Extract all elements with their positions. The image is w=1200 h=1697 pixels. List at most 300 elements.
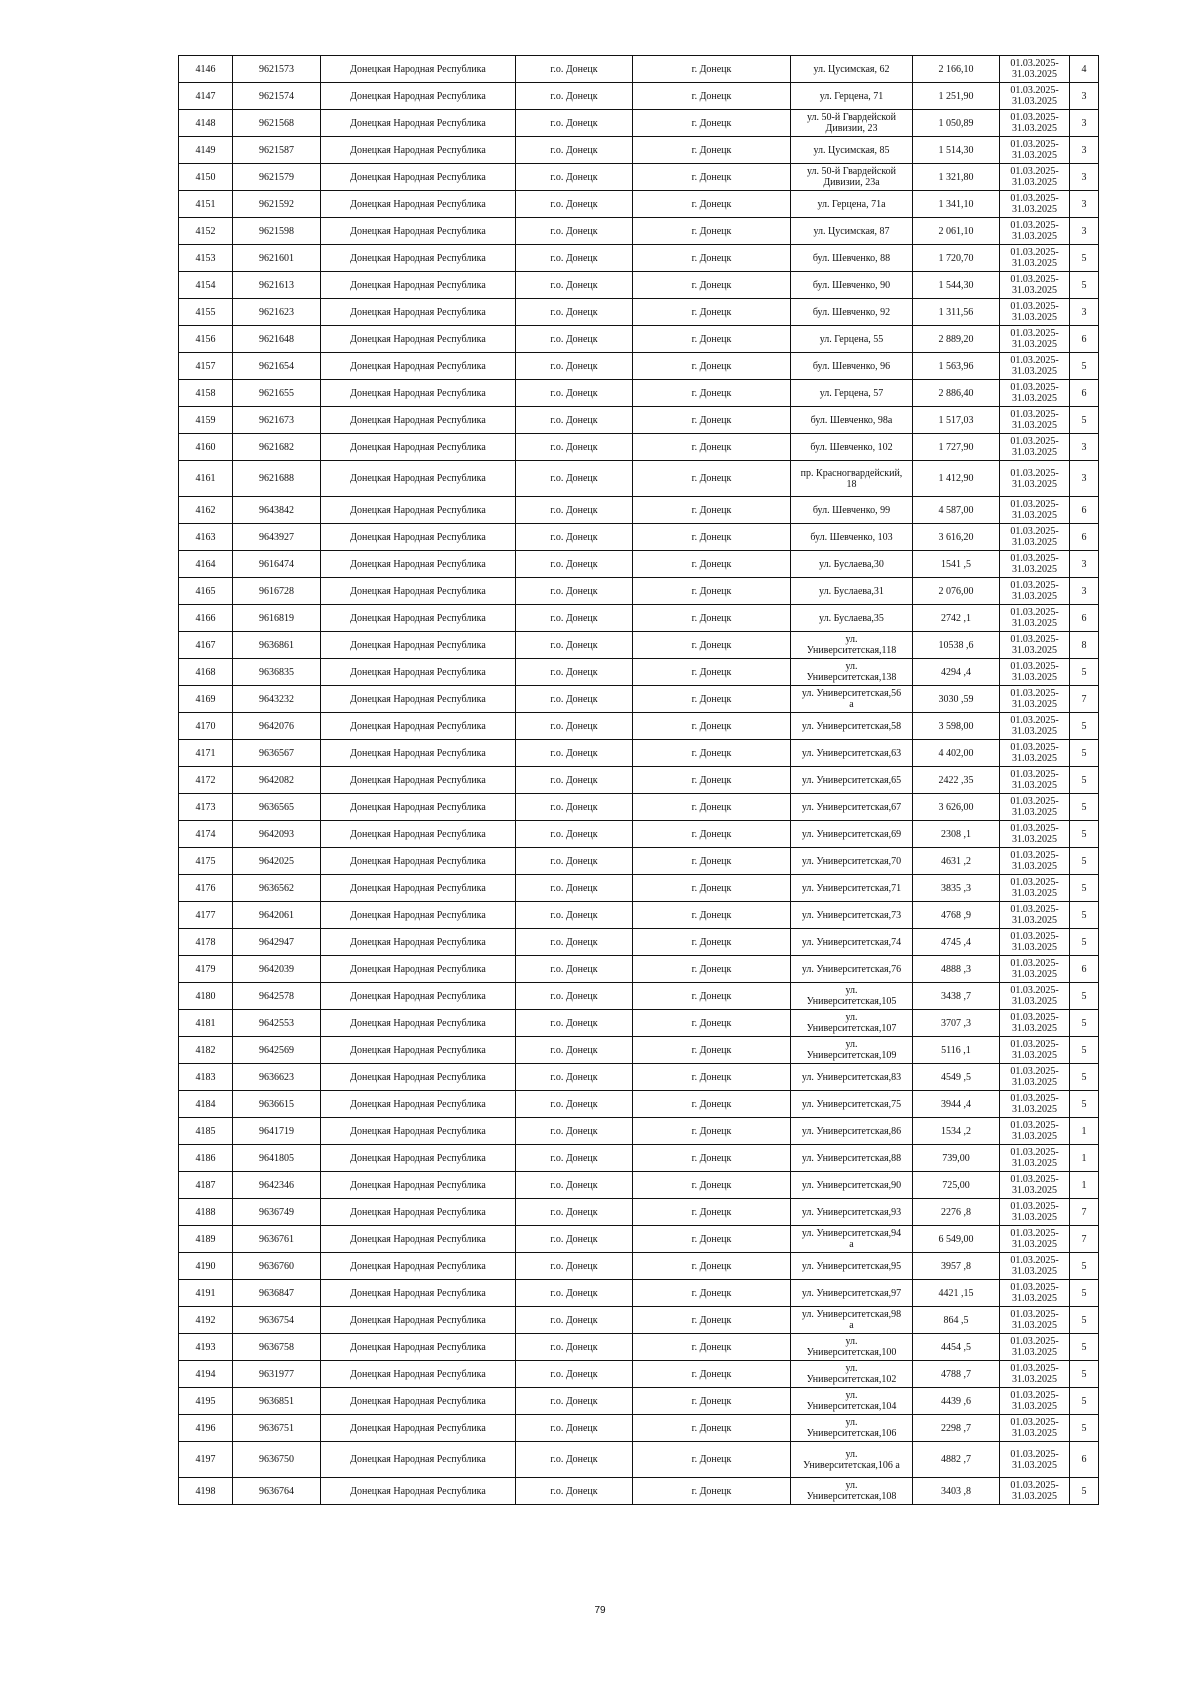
period-cell: 01.03.2025- 31.03.2025 bbox=[1000, 848, 1070, 875]
object-id-cell: 9636847 bbox=[233, 1280, 321, 1307]
area-value-cell: 4549 ,5 bbox=[913, 1064, 1000, 1091]
district-name-cell: г.о. Донецк bbox=[516, 299, 633, 326]
period-cell: 01.03.2025- 31.03.2025 bbox=[1000, 1334, 1070, 1361]
object-id-cell: 9642076 bbox=[233, 713, 321, 740]
object-id-cell: 9621648 bbox=[233, 326, 321, 353]
city-name-cell: г. Донецк bbox=[633, 1442, 791, 1478]
object-id-cell: 9636835 bbox=[233, 659, 321, 686]
object-id-cell: 9636623 bbox=[233, 1064, 321, 1091]
city-name-cell: г. Донецк bbox=[633, 740, 791, 767]
period-cell: 01.03.2025- 31.03.2025 bbox=[1000, 956, 1070, 983]
city-name-cell: г. Донецк bbox=[633, 1010, 791, 1037]
table-row bbox=[179, 632, 1099, 659]
table-row bbox=[179, 1145, 1099, 1172]
district-name-cell: г.о. Донецк bbox=[516, 326, 633, 353]
table-row bbox=[179, 1064, 1099, 1091]
object-id-cell: 9643232 bbox=[233, 686, 321, 713]
object-id-cell: 9642569 bbox=[233, 1037, 321, 1064]
count-value-cell: 5 bbox=[1070, 902, 1099, 929]
period-cell: 01.03.2025- 31.03.2025 bbox=[1000, 1361, 1070, 1388]
address-cell: ул. Университетская,73 bbox=[791, 902, 913, 929]
area-value-cell: 4294 ,4 bbox=[913, 659, 1000, 686]
table-row bbox=[179, 1307, 1099, 1334]
table-row bbox=[179, 1361, 1099, 1388]
city-name-cell: г. Донецк bbox=[633, 56, 791, 83]
page-number: 79 bbox=[594, 1605, 606, 1616]
district-name-cell: г.о. Донецк bbox=[516, 1415, 633, 1442]
region-name-cell: Донецкая Народная Республика bbox=[321, 56, 516, 83]
region-name-cell: Донецкая Народная Республика bbox=[321, 380, 516, 407]
district-name-cell: г.о. Донецк bbox=[516, 164, 633, 191]
row-number-cell: 4189 bbox=[179, 1226, 233, 1253]
period-cell: 01.03.2025- 31.03.2025 bbox=[1000, 461, 1070, 497]
row-number-cell: 4151 bbox=[179, 191, 233, 218]
count-value-cell: 3 bbox=[1070, 551, 1099, 578]
region-name-cell: Донецкая Народная Республика bbox=[321, 1478, 516, 1505]
region-name-cell: Донецкая Народная Республика bbox=[321, 821, 516, 848]
count-value-cell: 7 bbox=[1070, 686, 1099, 713]
district-name-cell: г.о. Донецк bbox=[516, 1010, 633, 1037]
area-value-cell: 1534 ,2 bbox=[913, 1118, 1000, 1145]
area-value-cell: 6 549,00 bbox=[913, 1226, 1000, 1253]
table-row bbox=[179, 461, 1099, 497]
address-cell: ул. Университетская,105 bbox=[791, 983, 913, 1010]
object-id-cell: 9636751 bbox=[233, 1415, 321, 1442]
address-cell: ул. Герцена, 57 bbox=[791, 380, 913, 407]
object-id-cell: 9621573 bbox=[233, 56, 321, 83]
district-name-cell: г.о. Донецк bbox=[516, 632, 633, 659]
region-name-cell: Донецкая Народная Республика bbox=[321, 1226, 516, 1253]
address-cell: ул. 50-й Гвардейской Дивизии, 23 bbox=[791, 110, 913, 137]
object-id-cell: 9621579 bbox=[233, 164, 321, 191]
count-value-cell: 5 bbox=[1070, 1388, 1099, 1415]
object-id-cell: 9621601 bbox=[233, 245, 321, 272]
count-value-cell: 5 bbox=[1070, 1091, 1099, 1118]
region-name-cell: Донецкая Народная Республика bbox=[321, 299, 516, 326]
row-number-cell: 4179 bbox=[179, 956, 233, 983]
row-number-cell: 4194 bbox=[179, 1361, 233, 1388]
district-name-cell: г.о. Донецк bbox=[516, 218, 633, 245]
district-name-cell: г.о. Донецк bbox=[516, 524, 633, 551]
city-name-cell: г. Донецк bbox=[633, 110, 791, 137]
area-value-cell: 1 563,96 bbox=[913, 353, 1000, 380]
region-name-cell: Донецкая Народная Республика bbox=[321, 1037, 516, 1064]
row-number-cell: 4169 bbox=[179, 686, 233, 713]
count-value-cell: 5 bbox=[1070, 713, 1099, 740]
object-id-cell: 9616474 bbox=[233, 551, 321, 578]
address-cell: ул. Университетская,69 bbox=[791, 821, 913, 848]
address-cell: бул. Шевченко, 88 bbox=[791, 245, 913, 272]
table-row bbox=[179, 497, 1099, 524]
area-value-cell: 4745 ,4 bbox=[913, 929, 1000, 956]
table-row bbox=[179, 551, 1099, 578]
region-name-cell: Донецкая Народная Республика bbox=[321, 1442, 516, 1478]
table-row bbox=[179, 1334, 1099, 1361]
table-row bbox=[179, 272, 1099, 299]
region-name-cell: Донецкая Народная Республика bbox=[321, 218, 516, 245]
city-name-cell: г. Донецк bbox=[633, 1253, 791, 1280]
region-name-cell: Донецкая Народная Республика bbox=[321, 497, 516, 524]
city-name-cell: г. Донецк bbox=[633, 245, 791, 272]
city-name-cell: г. Донецк bbox=[633, 1415, 791, 1442]
row-number-cell: 4170 bbox=[179, 713, 233, 740]
address-cell: ул. Университетская,86 bbox=[791, 1118, 913, 1145]
table-row bbox=[179, 83, 1099, 110]
count-value-cell: 3 bbox=[1070, 434, 1099, 461]
count-value-cell: 5 bbox=[1070, 794, 1099, 821]
address-cell: ул. Университетская,107 bbox=[791, 1010, 913, 1037]
period-cell: 01.03.2025- 31.03.2025 bbox=[1000, 686, 1070, 713]
count-value-cell: 5 bbox=[1070, 659, 1099, 686]
city-name-cell: г. Донецк bbox=[633, 875, 791, 902]
period-cell: 01.03.2025- 31.03.2025 bbox=[1000, 713, 1070, 740]
region-name-cell: Донецкая Народная Республика bbox=[321, 632, 516, 659]
row-number-cell: 4171 bbox=[179, 740, 233, 767]
table-row bbox=[179, 578, 1099, 605]
row-number-cell: 4182 bbox=[179, 1037, 233, 1064]
city-name-cell: г. Донецк bbox=[633, 1172, 791, 1199]
district-name-cell: г.о. Донецк bbox=[516, 380, 633, 407]
period-cell: 01.03.2025- 31.03.2025 bbox=[1000, 1199, 1070, 1226]
area-value-cell: 4439 ,6 bbox=[913, 1388, 1000, 1415]
city-name-cell: г. Донецк bbox=[633, 1388, 791, 1415]
area-value-cell: 2 889,20 bbox=[913, 326, 1000, 353]
address-cell: ул. Университетская,106 а bbox=[791, 1442, 913, 1478]
table-row bbox=[179, 524, 1099, 551]
count-value-cell: 5 bbox=[1070, 1334, 1099, 1361]
address-cell: ул. Университетская,74 bbox=[791, 929, 913, 956]
count-value-cell: 5 bbox=[1070, 983, 1099, 1010]
address-cell: ул. Университетская,67 bbox=[791, 794, 913, 821]
count-value-cell: 3 bbox=[1070, 83, 1099, 110]
table-row bbox=[179, 299, 1099, 326]
object-id-cell: 9621598 bbox=[233, 218, 321, 245]
city-name-cell: г. Донецк bbox=[633, 848, 791, 875]
region-name-cell: Донецкая Народная Республика bbox=[321, 659, 516, 686]
row-number-cell: 4183 bbox=[179, 1064, 233, 1091]
city-name-cell: г. Донецк bbox=[633, 632, 791, 659]
object-id-cell: 9643927 bbox=[233, 524, 321, 551]
object-id-cell: 9636764 bbox=[233, 1478, 321, 1505]
document-sheet bbox=[178, 55, 1098, 1505]
district-name-cell: г.о. Донецк bbox=[516, 902, 633, 929]
area-value-cell: 2 166,10 bbox=[913, 56, 1000, 83]
city-name-cell: г. Донецк bbox=[633, 821, 791, 848]
region-name-cell: Донецкая Народная Республика bbox=[321, 875, 516, 902]
row-number-cell: 4167 bbox=[179, 632, 233, 659]
row-number-cell: 4166 bbox=[179, 605, 233, 632]
table-row bbox=[179, 245, 1099, 272]
period-cell: 01.03.2025- 31.03.2025 bbox=[1000, 1091, 1070, 1118]
count-value-cell: 5 bbox=[1070, 1064, 1099, 1091]
region-name-cell: Донецкая Народная Республика bbox=[321, 767, 516, 794]
object-id-cell: 9636758 bbox=[233, 1334, 321, 1361]
district-name-cell: г.о. Донецк bbox=[516, 1334, 633, 1361]
address-cell: бул. Шевченко, 90 bbox=[791, 272, 913, 299]
area-value-cell: 4631 ,2 bbox=[913, 848, 1000, 875]
object-id-cell: 9636562 bbox=[233, 875, 321, 902]
city-name-cell: г. Донецк bbox=[633, 353, 791, 380]
count-value-cell: 6 bbox=[1070, 380, 1099, 407]
city-name-cell: г. Донецк bbox=[633, 1037, 791, 1064]
city-name-cell: г. Донецк bbox=[633, 191, 791, 218]
city-name-cell: г. Донецк bbox=[633, 929, 791, 956]
region-name-cell: Донецкая Народная Республика bbox=[321, 929, 516, 956]
period-cell: 01.03.2025- 31.03.2025 bbox=[1000, 434, 1070, 461]
period-cell: 01.03.2025- 31.03.2025 bbox=[1000, 578, 1070, 605]
region-name-cell: Донецкая Народная Республика bbox=[321, 1145, 516, 1172]
object-id-cell: 9642553 bbox=[233, 1010, 321, 1037]
table-row bbox=[179, 1442, 1099, 1478]
district-name-cell: г.о. Донецк bbox=[516, 578, 633, 605]
object-id-cell: 9636567 bbox=[233, 740, 321, 767]
region-name-cell: Донецкая Народная Республика bbox=[321, 524, 516, 551]
area-value-cell: 4788 ,7 bbox=[913, 1361, 1000, 1388]
period-cell: 01.03.2025- 31.03.2025 bbox=[1000, 380, 1070, 407]
district-name-cell: г.о. Донецк bbox=[516, 821, 633, 848]
district-name-cell: г.о. Донецк bbox=[516, 1478, 633, 1505]
district-name-cell: г.о. Донецк bbox=[516, 497, 633, 524]
period-cell: 01.03.2025- 31.03.2025 bbox=[1000, 632, 1070, 659]
row-number-cell: 4175 bbox=[179, 848, 233, 875]
address-cell: ул. Университетская,83 bbox=[791, 1064, 913, 1091]
count-value-cell: 5 bbox=[1070, 848, 1099, 875]
city-name-cell: г. Донецк bbox=[633, 956, 791, 983]
row-number-cell: 4191 bbox=[179, 1280, 233, 1307]
district-name-cell: г.о. Донецк bbox=[516, 659, 633, 686]
object-id-cell: 9642025 bbox=[233, 848, 321, 875]
period-cell: 01.03.2025- 31.03.2025 bbox=[1000, 902, 1070, 929]
district-name-cell: г.о. Донецк bbox=[516, 740, 633, 767]
area-value-cell: 5116 ,1 bbox=[913, 1037, 1000, 1064]
row-number-cell: 4198 bbox=[179, 1478, 233, 1505]
city-name-cell: г. Донецк bbox=[633, 1307, 791, 1334]
city-name-cell: г. Донецк bbox=[633, 902, 791, 929]
period-cell: 01.03.2025- 31.03.2025 bbox=[1000, 1064, 1070, 1091]
table-row bbox=[179, 1091, 1099, 1118]
row-number-cell: 4192 bbox=[179, 1307, 233, 1334]
row-number-cell: 4150 bbox=[179, 164, 233, 191]
count-value-cell: 5 bbox=[1070, 1010, 1099, 1037]
area-value-cell: 3438 ,7 bbox=[913, 983, 1000, 1010]
region-name-cell: Донецкая Народная Республика bbox=[321, 848, 516, 875]
area-value-cell: 2298 ,7 bbox=[913, 1415, 1000, 1442]
object-id-cell: 9631977 bbox=[233, 1361, 321, 1388]
count-value-cell: 5 bbox=[1070, 767, 1099, 794]
period-cell: 01.03.2025- 31.03.2025 bbox=[1000, 983, 1070, 1010]
district-name-cell: г.о. Донецк bbox=[516, 956, 633, 983]
table-row bbox=[179, 1037, 1099, 1064]
row-number-cell: 4168 bbox=[179, 659, 233, 686]
district-name-cell: г.о. Донецк bbox=[516, 686, 633, 713]
area-value-cell: 3030 ,59 bbox=[913, 686, 1000, 713]
count-value-cell: 5 bbox=[1070, 1253, 1099, 1280]
area-value-cell: 1 321,80 bbox=[913, 164, 1000, 191]
count-value-cell: 6 bbox=[1070, 524, 1099, 551]
district-name-cell: г.о. Донецк bbox=[516, 1118, 633, 1145]
region-name-cell: Донецкая Народная Республика bbox=[321, 191, 516, 218]
period-cell: 01.03.2025- 31.03.2025 bbox=[1000, 551, 1070, 578]
count-value-cell: 3 bbox=[1070, 299, 1099, 326]
count-value-cell: 1 bbox=[1070, 1145, 1099, 1172]
row-number-cell: 4174 bbox=[179, 821, 233, 848]
region-name-cell: Донецкая Народная Республика bbox=[321, 902, 516, 929]
period-cell: 01.03.2025- 31.03.2025 bbox=[1000, 875, 1070, 902]
period-cell: 01.03.2025- 31.03.2025 bbox=[1000, 794, 1070, 821]
region-name-cell: Донецкая Народная Республика bbox=[321, 1334, 516, 1361]
area-value-cell: 3403 ,8 bbox=[913, 1478, 1000, 1505]
area-value-cell: 4888 ,3 bbox=[913, 956, 1000, 983]
row-number-cell: 4149 bbox=[179, 137, 233, 164]
object-id-cell: 9621688 bbox=[233, 461, 321, 497]
period-cell: 01.03.2025- 31.03.2025 bbox=[1000, 1415, 1070, 1442]
count-value-cell: 7 bbox=[1070, 1199, 1099, 1226]
city-name-cell: г. Донецк bbox=[633, 218, 791, 245]
region-name-cell: Донецкая Народная Республика bbox=[321, 1253, 516, 1280]
city-name-cell: г. Донецк bbox=[633, 551, 791, 578]
object-id-cell: 9616728 bbox=[233, 578, 321, 605]
table-row bbox=[179, 1253, 1099, 1280]
district-name-cell: г.о. Донецк bbox=[516, 1037, 633, 1064]
registry-rows bbox=[179, 56, 1099, 1505]
area-value-cell: 1541 ,5 bbox=[913, 551, 1000, 578]
table-row bbox=[179, 713, 1099, 740]
count-value-cell: 3 bbox=[1070, 164, 1099, 191]
period-cell: 01.03.2025- 31.03.2025 bbox=[1000, 1253, 1070, 1280]
count-value-cell: 3 bbox=[1070, 110, 1099, 137]
count-value-cell: 3 bbox=[1070, 137, 1099, 164]
district-name-cell: г.о. Донецк bbox=[516, 1145, 633, 1172]
count-value-cell: 5 bbox=[1070, 1478, 1099, 1505]
table-row bbox=[179, 137, 1099, 164]
count-value-cell: 5 bbox=[1070, 740, 1099, 767]
address-cell: бул. Шевченко, 102 bbox=[791, 434, 913, 461]
area-value-cell: 2 076,00 bbox=[913, 578, 1000, 605]
count-value-cell: 5 bbox=[1070, 1361, 1099, 1388]
area-value-cell: 3 616,20 bbox=[913, 524, 1000, 551]
row-number-cell: 4147 bbox=[179, 83, 233, 110]
area-value-cell: 1 514,30 bbox=[913, 137, 1000, 164]
object-id-cell: 9616819 bbox=[233, 605, 321, 632]
city-name-cell: г. Донецк bbox=[633, 605, 791, 632]
district-name-cell: г.о. Донецк bbox=[516, 245, 633, 272]
region-name-cell: Донецкая Народная Республика bbox=[321, 686, 516, 713]
region-name-cell: Донецкая Народная Республика bbox=[321, 605, 516, 632]
count-value-cell: 1 bbox=[1070, 1172, 1099, 1199]
object-id-cell: 9636851 bbox=[233, 1388, 321, 1415]
district-name-cell: г.о. Донецк bbox=[516, 1280, 633, 1307]
table-row bbox=[179, 1172, 1099, 1199]
address-cell: ул. Университетская,90 bbox=[791, 1172, 913, 1199]
address-cell: ул. Университетская,71 bbox=[791, 875, 913, 902]
district-name-cell: г.о. Донецк bbox=[516, 929, 633, 956]
area-value-cell: 3835 ,3 bbox=[913, 875, 1000, 902]
address-cell: ул. Университетская,104 bbox=[791, 1388, 913, 1415]
count-value-cell: 6 bbox=[1070, 1442, 1099, 1478]
area-value-cell: 2276 ,8 bbox=[913, 1199, 1000, 1226]
city-name-cell: г. Донецк bbox=[633, 1118, 791, 1145]
period-cell: 01.03.2025- 31.03.2025 bbox=[1000, 1118, 1070, 1145]
period-cell: 01.03.2025- 31.03.2025 bbox=[1000, 1280, 1070, 1307]
city-name-cell: г. Донецк bbox=[633, 713, 791, 740]
area-value-cell: 2742 ,1 bbox=[913, 605, 1000, 632]
region-name-cell: Донецкая Народная Республика bbox=[321, 551, 516, 578]
count-value-cell: 6 bbox=[1070, 326, 1099, 353]
district-name-cell: г.о. Донецк bbox=[516, 713, 633, 740]
object-id-cell: 9621587 bbox=[233, 137, 321, 164]
object-id-cell: 9641719 bbox=[233, 1118, 321, 1145]
period-cell: 01.03.2025- 31.03.2025 bbox=[1000, 1037, 1070, 1064]
table-row bbox=[179, 1415, 1099, 1442]
city-name-cell: г. Донецк bbox=[633, 1280, 791, 1307]
city-name-cell: г. Донецк bbox=[633, 434, 791, 461]
area-value-cell: 3 598,00 bbox=[913, 713, 1000, 740]
count-value-cell: 3 bbox=[1070, 578, 1099, 605]
row-number-cell: 4186 bbox=[179, 1145, 233, 1172]
table-row bbox=[179, 110, 1099, 137]
period-cell: 01.03.2025- 31.03.2025 bbox=[1000, 524, 1070, 551]
address-cell: ул. Университетская,109 bbox=[791, 1037, 913, 1064]
area-value-cell: 1 251,90 bbox=[913, 83, 1000, 110]
object-id-cell: 9636861 bbox=[233, 632, 321, 659]
row-number-cell: 4146 bbox=[179, 56, 233, 83]
object-id-cell: 9636754 bbox=[233, 1307, 321, 1334]
count-value-cell: 5 bbox=[1070, 1307, 1099, 1334]
object-id-cell: 9642061 bbox=[233, 902, 321, 929]
city-name-cell: г. Донецк bbox=[633, 1064, 791, 1091]
district-name-cell: г.о. Донецк bbox=[516, 794, 633, 821]
table-row bbox=[179, 659, 1099, 686]
address-cell: ул. Буслаева,35 bbox=[791, 605, 913, 632]
object-id-cell: 9642093 bbox=[233, 821, 321, 848]
address-cell: ул. 50-й Гвардейской Дивизии, 23а bbox=[791, 164, 913, 191]
row-number-cell: 4158 bbox=[179, 380, 233, 407]
city-name-cell: г. Донецк bbox=[633, 524, 791, 551]
table-row bbox=[179, 929, 1099, 956]
row-number-cell: 4195 bbox=[179, 1388, 233, 1415]
period-cell: 01.03.2025- 31.03.2025 bbox=[1000, 110, 1070, 137]
table-row bbox=[179, 1388, 1099, 1415]
city-name-cell: г. Донецк bbox=[633, 983, 791, 1010]
registry-table bbox=[178, 55, 1099, 1505]
area-value-cell: 4 402,00 bbox=[913, 740, 1000, 767]
count-value-cell: 6 bbox=[1070, 605, 1099, 632]
table-row bbox=[179, 191, 1099, 218]
address-cell: ул. Университетская,97 bbox=[791, 1280, 913, 1307]
row-number-cell: 4163 bbox=[179, 524, 233, 551]
area-value-cell: 1 341,10 bbox=[913, 191, 1000, 218]
city-name-cell: г. Донецк bbox=[633, 686, 791, 713]
city-name-cell: г. Донецк bbox=[633, 1145, 791, 1172]
region-name-cell: Донецкая Народная Республика bbox=[321, 1307, 516, 1334]
table-row bbox=[179, 821, 1099, 848]
city-name-cell: г. Донецк bbox=[633, 83, 791, 110]
count-value-cell: 3 bbox=[1070, 191, 1099, 218]
object-id-cell: 9621673 bbox=[233, 407, 321, 434]
city-name-cell: г. Донецк bbox=[633, 497, 791, 524]
region-name-cell: Донецкая Народная Республика bbox=[321, 137, 516, 164]
address-cell: бул. Шевченко, 103 bbox=[791, 524, 913, 551]
address-cell: ул. Университетская,93 bbox=[791, 1199, 913, 1226]
address-cell: ул. Университетская,94 а bbox=[791, 1226, 913, 1253]
period-cell: 01.03.2025- 31.03.2025 bbox=[1000, 245, 1070, 272]
row-number-cell: 4155 bbox=[179, 299, 233, 326]
region-name-cell: Донецкая Народная Республика bbox=[321, 1118, 516, 1145]
object-id-cell: 9642947 bbox=[233, 929, 321, 956]
row-number-cell: 4177 bbox=[179, 902, 233, 929]
district-name-cell: г.о. Донецк bbox=[516, 110, 633, 137]
address-cell: ул. Буслаева,31 bbox=[791, 578, 913, 605]
